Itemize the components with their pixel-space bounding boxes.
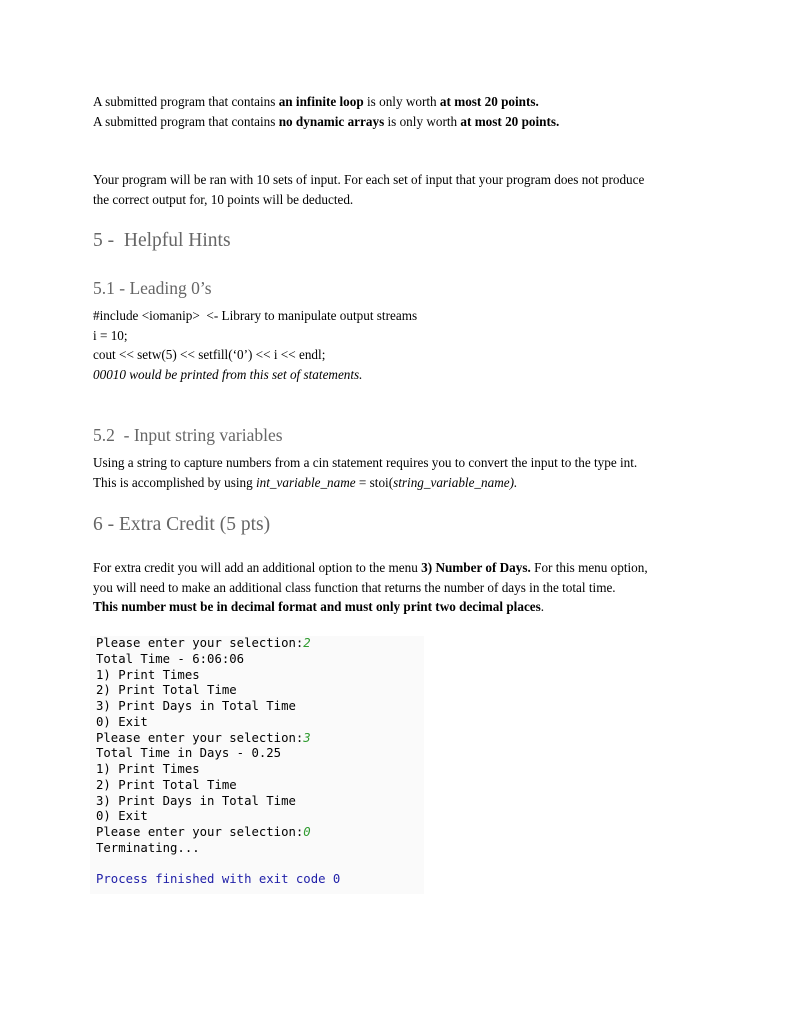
console-blank-line — [90, 857, 424, 873]
string-conversion-paragraph — [93, 453, 703, 492]
leading-zeros-example — [93, 306, 703, 384]
infinite-loop-rule: A submitted program that contains an infinite loop is only worth at most 20 points. — [93, 94, 539, 109]
extra-credit-paragraph — [93, 558, 703, 617]
console-line: 0) Exit — [96, 809, 148, 824]
dynamic-arrays-rule: A submitted program that contains no dynamic arrays is only worth at most 20 points. — [93, 113, 560, 129]
output-note: 00010 would be printed from this set of statements. — [93, 366, 363, 382]
console-line: Please enter your selection:0 — [96, 825, 311, 839]
console-line: 3) Print Days in Total Time — [96, 793, 296, 808]
console-exit-line: Process finished with exit code 0 — [96, 872, 341, 887]
extra-credit-line-2: you will need to make an additional class function that returns the number of days in the total time. — [93, 579, 616, 595]
console-line: 1) Print Times — [96, 667, 200, 682]
console-line: 3) Print Days in Total Time — [96, 699, 296, 713]
string-conversion-line-1: Using a string to capture numbers from a cin statement requires you to convert the input to the type int. — [93, 455, 638, 470]
rules-paragraph — [93, 92, 703, 131]
include-line: #include <iomanip> <- Library to manipulate output streams — [93, 308, 418, 323]
console-line: Total Time in Days - 0.25 — [96, 746, 282, 761]
console-line: Total Time - 6:06:06 — [96, 651, 245, 666]
console-line: Please enter your selection:2 — [96, 636, 311, 650]
extra-credit-line-3: This number must be in decimal format and must only print two decimal places. — [93, 599, 545, 614]
section-5-1-title: 5.1 - Leading 0’s — [93, 278, 212, 298]
console-line: 2) Print Total Time — [96, 777, 237, 792]
console-output — [90, 636, 424, 894]
section-6-title: 6 - Extra Credit (5 pts) — [93, 514, 271, 535]
console-line: Terminating... — [96, 840, 200, 855]
grading-paragraph — [93, 170, 703, 209]
console-line: 1) Print Times — [96, 762, 200, 776]
section-5-title: 5 - Helpful Hints — [93, 230, 231, 251]
string-conversion-line-2: This is accomplished by using int_variable_name = stoi(string_variable_name). — [93, 474, 518, 490]
console-line: 0) Exit — [96, 714, 148, 729]
section-5-2-title: 5.2 - Input string variables — [93, 425, 283, 445]
assign-line: i = 10; — [93, 327, 128, 343]
console-line: Please enter your selection:3 — [96, 730, 311, 745]
cout-line: cout << setw(5) << setfill(‘0’) << i << endl; — [93, 347, 326, 362]
console-line: 2) Print Total Time — [96, 683, 237, 698]
grading-line-2: the correct output for, 10 points will be deducted. — [93, 191, 354, 207]
grading-line-1: Your program will be ran with 10 sets of input. For each set of input that your program does not produce — [93, 172, 645, 187]
extra-credit-line-1: For extra credit you will add an additional option to the menu 3) Number of Days. For this menu option, — [93, 560, 648, 575]
